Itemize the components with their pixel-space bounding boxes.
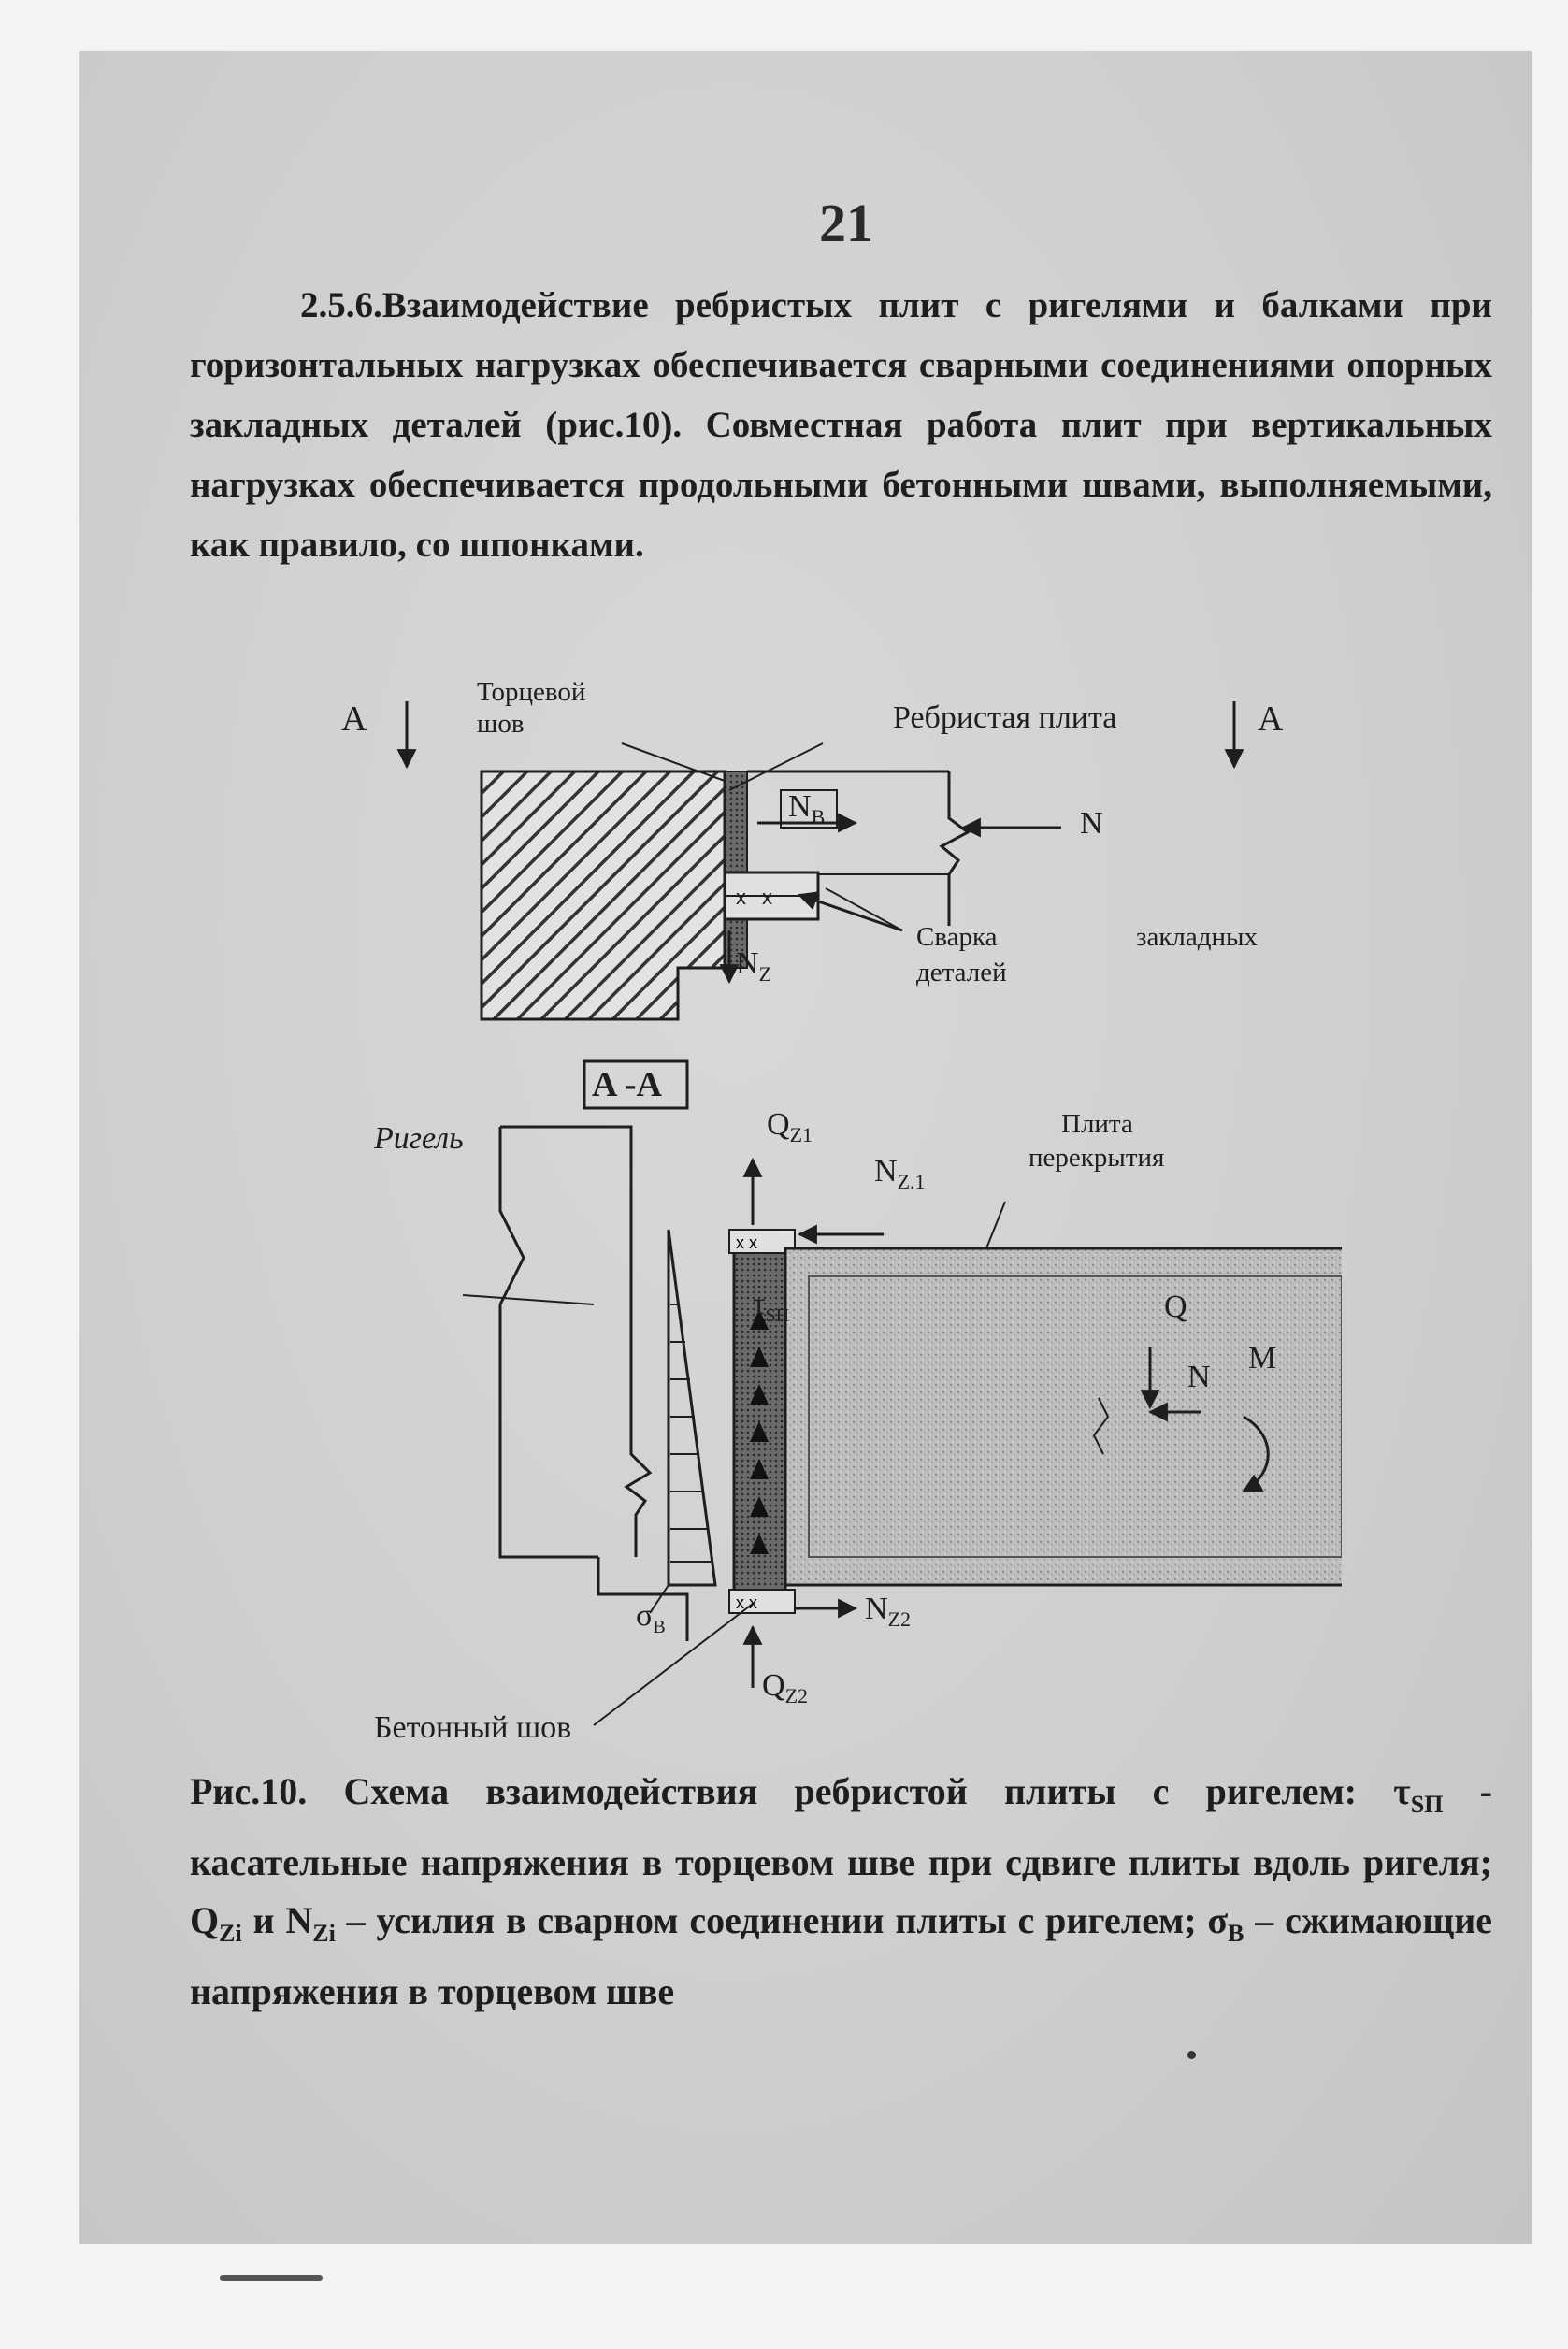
page-number: 21 xyxy=(819,193,873,253)
section-label-left: A xyxy=(341,699,367,739)
svg-text:x x: x x xyxy=(736,1593,758,1612)
ribbed-slab-label: Ребристая плита xyxy=(893,700,1117,735)
scan-mark xyxy=(220,2275,323,2281)
nz1-label: $N_{Z.1}$ xyxy=(874,1154,926,1193)
end-seam-label-1: Торцевой xyxy=(477,677,586,707)
q-label: Q xyxy=(1164,1290,1187,1324)
svg-text:x: x xyxy=(762,886,772,909)
scan-speck xyxy=(1187,2051,1196,2059)
compressive-stress-diagram xyxy=(669,1230,715,1585)
welding-label-2: деталей xyxy=(916,958,1007,987)
svg-text:x x: x x xyxy=(736,1233,758,1252)
figure-caption: Рис.10. Схема взаимодействия ребристой плиты с ригелем: $\tau_{SП}$ - касательные напряжения в торцевом шве при сдвиге плиты вдоль ригеля; $Q_{Zi}$ и $N_{Zi}$ – усилия в сварном соединении плиты с ригелем; $\sigma_B$ – сжимающие напряжения в торцевом шве xyxy=(190,1770,1492,2012)
tau-label: $\tau_{SП}$ xyxy=(753,1287,790,1326)
body-paragraph: 2.5.6.Взаимодействие ребристых плит с ригелями и балками при горизонтальных нагрузках обеспечивается сварными соединениями опорных закладных деталей (рис.10). Совместная работа плит при вертикальных нагрузках обеспечивается продольными бетонными швами, выполняемыми, как правило, со шпонками. xyxy=(190,285,1492,565)
svg-text:x: x xyxy=(736,886,746,909)
girder-outline xyxy=(500,1127,687,1641)
welding-label-word2: закладных xyxy=(1136,922,1259,952)
floor-slab-section xyxy=(785,1248,1342,1585)
m-label: M xyxy=(1248,1341,1277,1376)
concrete-seam-label: Бетонный шов xyxy=(374,1710,572,1745)
qz2-label: $Q_{Z2}$ xyxy=(762,1668,809,1708)
section-label-right: A xyxy=(1258,699,1284,739)
slab-label-2: перекрытия xyxy=(1029,1143,1165,1173)
welding-label-1: Сварка xyxy=(916,922,998,952)
girder-hatched-section xyxy=(482,771,725,1019)
section-title: A -A xyxy=(592,1065,662,1104)
nb-label: $N_B$ xyxy=(788,789,826,829)
qz1-label: $Q_{Z1}$ xyxy=(767,1107,813,1146)
figure-drawing xyxy=(313,650,1342,1767)
scanned-page xyxy=(79,51,1532,2244)
sigma-label: $\sigma_B$ xyxy=(636,1598,666,1637)
n-label: N xyxy=(1080,806,1103,841)
slab-label-1: Плита xyxy=(1061,1109,1133,1139)
end-seam-label-2: шов xyxy=(477,709,525,739)
nz2-label: $N_{Z2}$ xyxy=(865,1592,912,1631)
girder-label: Ригель xyxy=(374,1121,464,1156)
nz-label: $N_Z$ xyxy=(736,946,772,986)
n-side-label: N xyxy=(1187,1360,1211,1394)
figure-10 xyxy=(313,650,1342,1767)
top-view xyxy=(407,701,1234,1019)
